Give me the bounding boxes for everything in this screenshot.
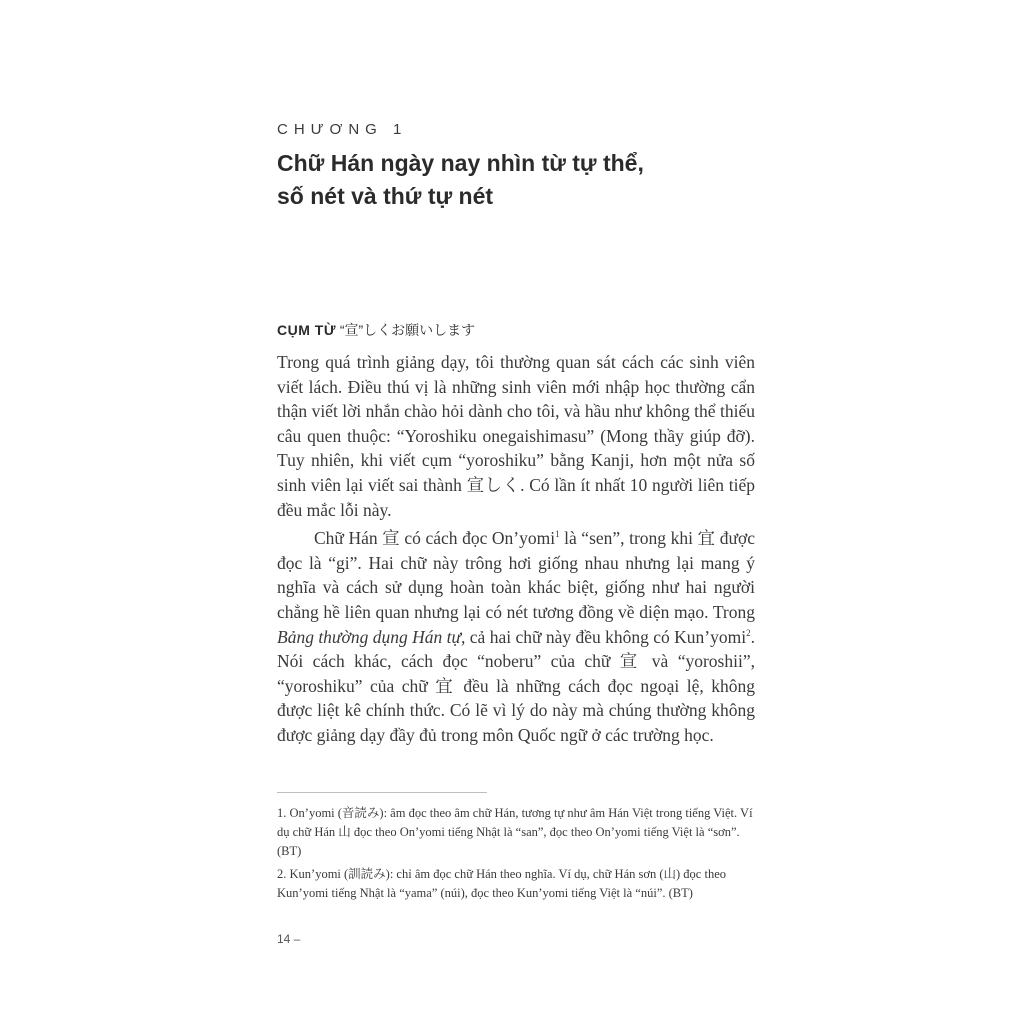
paragraph-1: Trong quá trình giảng dạy, tôi thường quan sát cách các sinh viên viết lách. Điều thú vị là những sinh viên mới nhập học thường cẩn thận viết lời nhắn chào hỏi dành cho tôi, và hầu như không thể thiếu câu quen thuộc: “Yoroshiku onegaishimasu” (Mong thầy giúp đỡ). Tuy nhiên, khi viết cụm “yoroshiku” bằng Kanji, hơn một nửa số sinh viên lại viết sai thành 宣しく. Có lần ít nhất 10 người liên tiếp đều mắc lỗi này. bbox=[277, 352, 755, 520]
footnote-1: 1. On’yomi (音読み): âm đọc theo âm chữ Hán, tương tự như âm Hán Việt trong tiếng Việt. Ví dụ chữ Hán 山 đọc theo On’yomi tiếng Nhật là “san”, đọc theo On’yomi tiếng Việt là “sơn”. (BT) bbox=[277, 806, 753, 858]
chapter-label: CHƯƠNG 1 bbox=[277, 121, 408, 138]
footnote-divider bbox=[277, 792, 487, 793]
chapter-title bbox=[277, 147, 757, 213]
paragraph-2-text: là “sen”, trong khi 宜 được đọc là “gi”. Hai chữ này trông hơi giống nhau nhưng lại mang ý nghĩa và cách sử dụng hoàn toàn khác biệt, giống như hai người chẳng hề liên quan nhưng lại có nét tương đồng về diện mạo. Trong bbox=[277, 528, 755, 622]
paragraph-2 bbox=[277, 526, 755, 747]
footnote-2: 2. Kun’yomi (訓読み): chỉ âm đọc chữ Hán theo nghĩa. Ví dụ, chữ Hán sơn (山) đọc theo Kun’yomi tiếng Nhật là “yama” (núi), đọc theo Kun’yomi tiếng Việt là “núi”. (BT) bbox=[277, 867, 727, 900]
section-heading-prefix: CỤM TỪ bbox=[277, 322, 336, 338]
footnote-ref-1: 1 bbox=[555, 529, 560, 540]
chapter-title-line-2: số nét và thứ tự nét bbox=[277, 183, 494, 209]
paragraph-2-text: Chữ Hán 宣 có cách đọc On’yomi bbox=[314, 528, 556, 549]
footnotes bbox=[277, 804, 755, 907]
emphasis-book-title: Bảng thường dụng Hán tự, bbox=[277, 626, 466, 647]
paragraph-2-text: cả hai chữ này đều không có Kun’yomi bbox=[465, 626, 747, 647]
body-text bbox=[277, 350, 755, 748]
section-heading bbox=[277, 320, 475, 340]
footnote-ref-2: 2 bbox=[746, 627, 751, 638]
paragraph-2-text: . Nói cách khác, cách đọc “noberu” của chữ 宣 và “yoroshii”, “yoroshiku” của chữ 宜 đều là những cách đọc ngoại lệ, không được liệt kê chính thức. Có lẽ vì lý do này mà chúng thường không được giảng dạy đầy đủ trong môn Quốc ngữ ở các trường học. bbox=[277, 626, 755, 745]
page-number: 14 – bbox=[277, 932, 301, 946]
chapter-title-line-1: Chữ Hán ngày nay nhìn từ tự thể, bbox=[277, 150, 644, 176]
section-heading-phrase: “宣”しくお願いします bbox=[339, 322, 476, 338]
